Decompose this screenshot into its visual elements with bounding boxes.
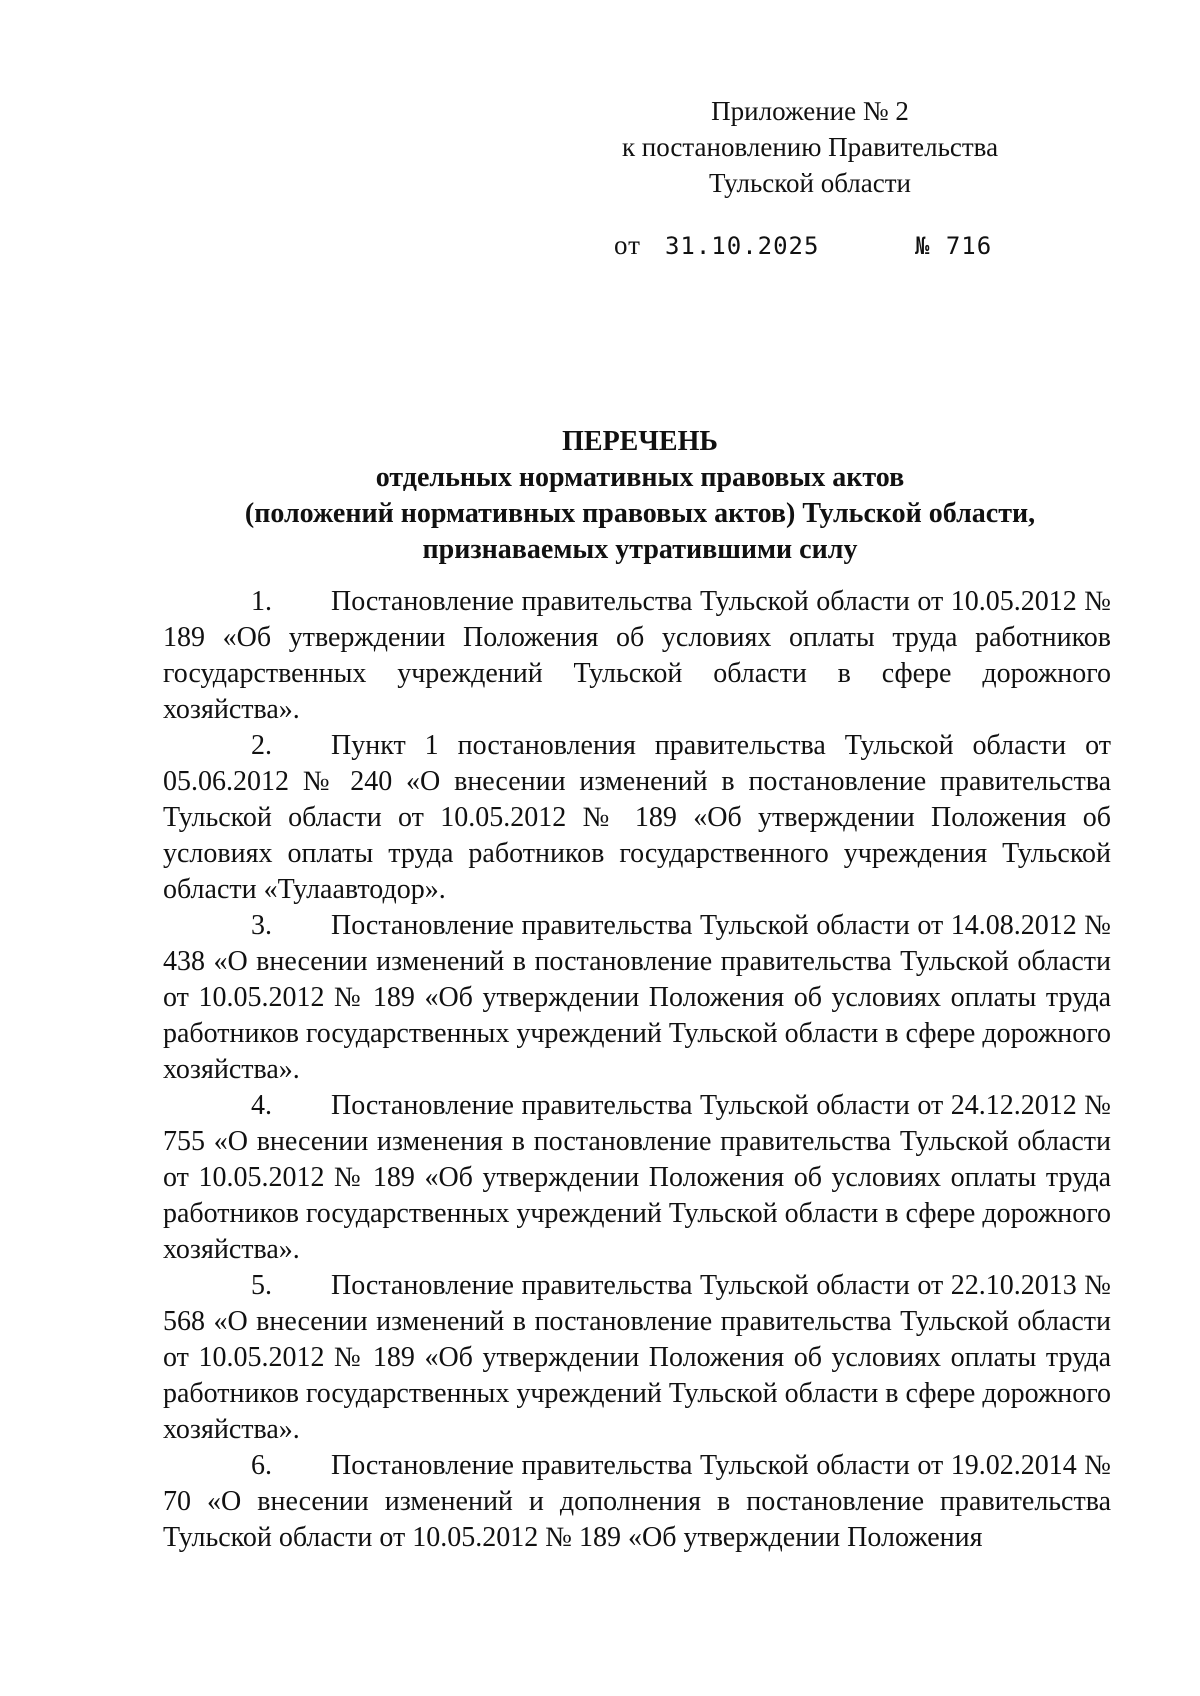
date-label: от <box>614 230 641 260</box>
title-line-2: отдельных нормативных правовых актов <box>375 462 905 493</box>
document-title <box>160 424 1120 568</box>
item-text: Постановление правительства Тульской области от 14.08.2012 № 438 «О внесении изменений в постановление правительства Тульской области от 10.05.2012 № 189 «Об утверждении Положения об условиях оплаты труда работников государственных учреждений Тульской области в сфере дорожного хозяйства». <box>163 910 1111 1085</box>
item-text: Постановление правительства Тульской области от 24.12.2012 № 755 «О внесении изменения в постановление правительства Тульской области от 10.05.2012 № 189 «Об утверждении Положения об условиях оплаты труда работников государственных учреждений Тульской области в сфере дорожного хозяйства». <box>163 1090 1111 1265</box>
item-number: 6. <box>251 1450 272 1481</box>
list-item <box>163 728 1111 908</box>
item-number: 3. <box>251 910 272 941</box>
appendix-line-2: к постановлению Правительства <box>621 132 999 162</box>
appendix-header <box>600 93 1020 201</box>
date-number-line <box>614 230 992 261</box>
item-number: 4. <box>251 1090 272 1121</box>
list-item <box>163 908 1111 1088</box>
list-item <box>163 1088 1111 1268</box>
title-line-3: (положений нормативных правовых актов) Тульской области, <box>244 498 1036 529</box>
list-item <box>163 1268 1111 1448</box>
document-number: № 716 <box>914 232 993 260</box>
item-number: 1. <box>251 586 272 617</box>
item-number: 5. <box>251 1270 272 1301</box>
item-text: Постановление правительства Тульской области от 22.10.2013 № 568 «О внесении изменений в постановление правительства Тульской области от 10.05.2012 № 189 «Об утверждении Положения об условиях оплаты труда работников государственных учреждений Тульской области в сфере дорожного хозяйства». <box>163 1270 1111 1445</box>
list-item <box>163 584 1111 728</box>
item-text: Постановление правительства Тульской области от 19.02.2014 № 70 «О внесении изменений и дополнения в постановление правительства Тульской области от 10.05.2012 № 189 «Об утверждении Положения <box>163 1450 1111 1553</box>
document-date: 31.10.2025 <box>664 232 820 260</box>
title-line-4: признаваемых утратившими силу <box>422 534 858 565</box>
item-text: Пункт 1 постановления правительства Тульской области от 05.06.2012 № 240 «О внесении изменений в постановление правительства Тульской области от 10.05.2012 № 189 «Об утверждении Положения об условиях оплаты труда работников государственного учреждения Тульской области «Тулаавтодор». <box>163 730 1111 905</box>
appendix-line-3: Тульской области <box>709 168 911 198</box>
item-text: Постановление правительства Тульской области от 10.05.2012 № 189 «Об утверждении Положения об условиях оплаты труда работников государственных учреждений Тульской области в сфере дорожного хозяйства». <box>163 586 1111 725</box>
list-item <box>163 1448 1111 1556</box>
acts-list <box>163 584 1111 1556</box>
item-number: 2. <box>251 730 272 761</box>
title-line-1: ПЕРЕЧЕНЬ <box>562 426 718 457</box>
appendix-line-1: Приложение № 2 <box>711 96 909 126</box>
